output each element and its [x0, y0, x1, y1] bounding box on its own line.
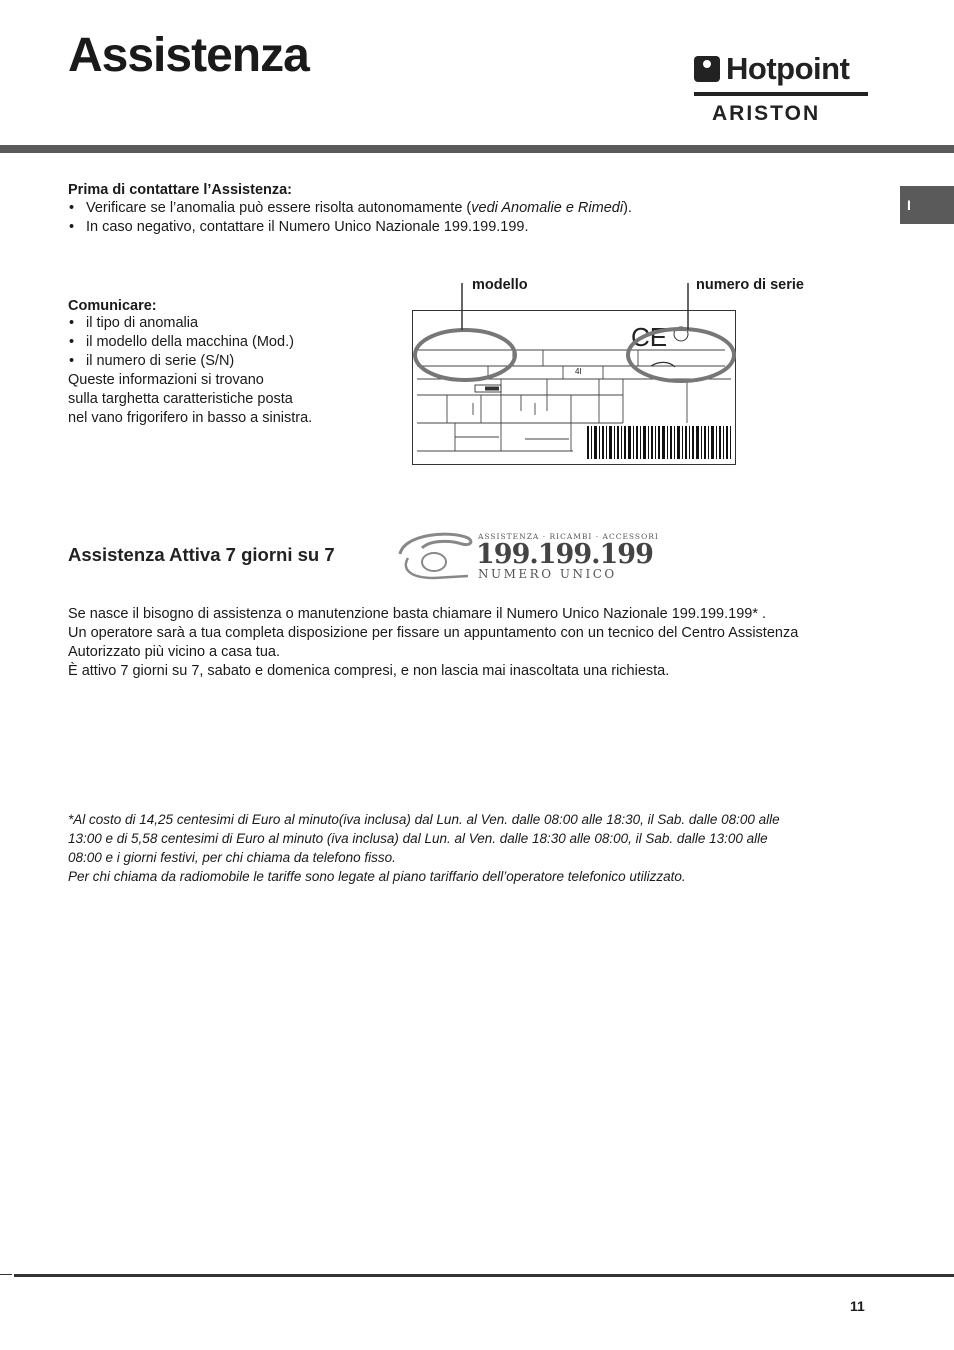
numero-unico-logo: [394, 528, 659, 584]
svg-text:ASSISTENZA · RICAMBI · ACCESSO: ASSISTENZA · RICAMBI · ACCESSORI: [478, 532, 659, 541]
list-item: • il numero di serie (S/N): [68, 352, 388, 371]
serial-caption: numero di serie: [696, 277, 804, 293]
power-mark: 4I: [575, 367, 582, 376]
list-item: • Verificare se l’anomalia può essere risolta autonomamente (vedi Anomalie e Rimedi).: [68, 199, 868, 218]
logo-numero-unico: NUMERO UNICO: [478, 567, 617, 581]
barcode: [587, 426, 731, 459]
list-item: • In caso negativo, contattare il Numero Unico Nazionale 199.199.199.: [68, 218, 868, 237]
service-heading: Assistenza Attiva 7 giorni su 7: [68, 544, 335, 565]
before-contact-heading: Prima di contattare l’Assistenza:: [68, 182, 293, 198]
tariff-footnote: *Al costo di 14,25 centesimi di Euro al minuto(iva inclusa) dal Lun. al Ven. dalle 08:00 alle 18:30, il Sab. dalle 08:00 alle 13:00 e di 5,58 centesimi di Euro al minuto (iva inclusa) dal Lun. al Ven. dalle 18:30 alle 08:00, il Sab. dalle 13:00 alle 08:00 e i giorni festivi, per chi chiama da telefono fisso. Per chi chiama da radiomobile le tariffe sono legate al piano tariffario dell’operatore telefonico utilizzato.: [68, 812, 780, 884]
plate-location-note: Queste informazioni si trovano sulla targhetta caratteristiche posta nel vano frigorifero in basso a sinistra.: [68, 372, 313, 426]
model-caption: modello: [472, 277, 528, 293]
page-number: 11: [850, 1298, 865, 1314]
footer-rule: [14, 1274, 954, 1277]
footer-tick: [0, 1274, 12, 1275]
list-item: • il modello della macchina (Mod.): [68, 333, 388, 352]
language-tab: I: [900, 186, 954, 224]
service-paragraph: Se nasce il bisogno di assistenza o manutenzione basta chiamare il Numero Unico Nazionale 199.199.199* . Un operatore sarà a tua completa disposizione per fissare un appuntamento con un tecnico del Centro Assistenza Autorizzato più vicino a casa tua. È attivo 7 giorni su 7, sabato e domenica compresi, e non lascia mai inascoltata una richiesta.: [68, 606, 799, 679]
list-item: • il tipo di anomalia: [68, 314, 388, 333]
leader-lines: [0, 0, 954, 400]
page-title: Assistenza: [68, 29, 309, 82]
logo-number: 199.199.199: [476, 539, 653, 570]
communicate-heading: Comunicare:: [68, 298, 157, 314]
brand-sub: ARISTON: [712, 102, 821, 125]
ce-mark: CE: [631, 322, 668, 352]
brand-name: Hotpoint: [726, 51, 850, 86]
